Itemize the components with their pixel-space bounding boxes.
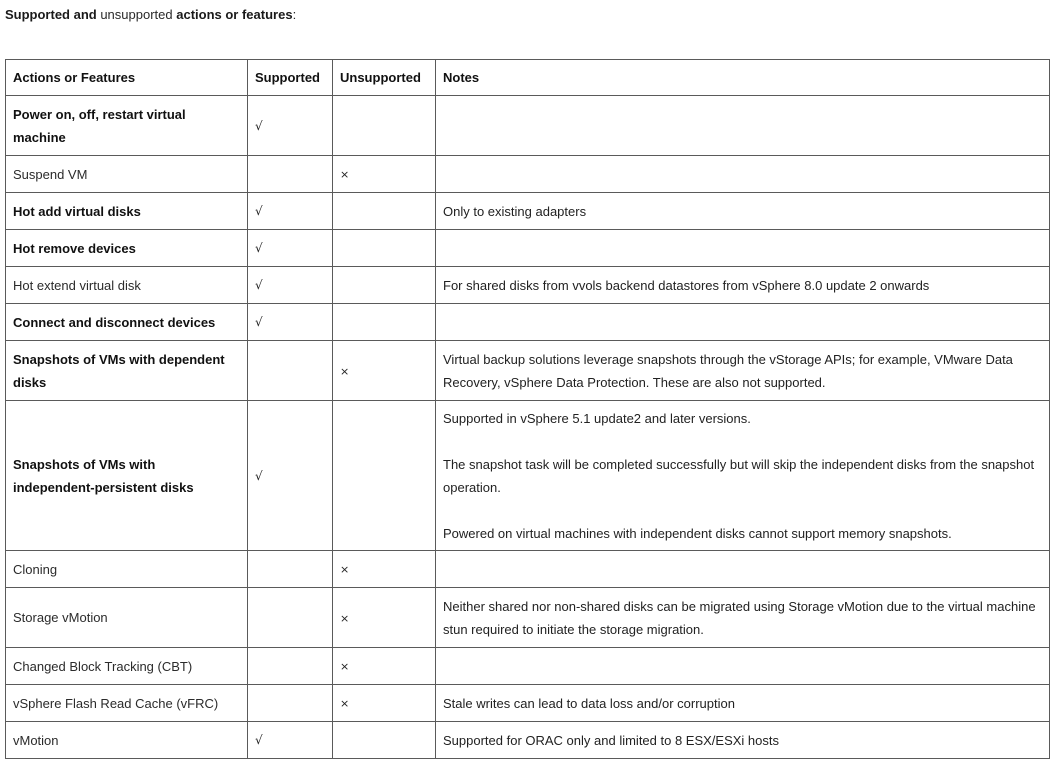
intro-part-supported-and: Supported and (5, 7, 97, 22)
feature-cell: Storage vMotion (6, 588, 248, 648)
cross-icon: × (340, 697, 350, 710)
supported-cell (248, 551, 333, 588)
cross-icon: × (340, 660, 350, 673)
notes-cell (436, 304, 1050, 341)
header-supported: Supported (248, 60, 333, 96)
feature-cell: vMotion (6, 722, 248, 759)
table-row (6, 230, 1050, 267)
notes-cell (436, 193, 1050, 230)
supported-cell (248, 401, 333, 551)
note-text: Only to existing adapters (443, 203, 587, 219)
header-unsupported: Unsupported (333, 60, 436, 96)
table-row (6, 156, 1050, 193)
intro-part-unsupported: unsupported (96, 7, 173, 22)
supported-cell (248, 341, 333, 401)
note-text: Supported in vSphere 5.1 update2 and later versions. (443, 410, 751, 426)
table-row (6, 341, 1050, 401)
supported-cell (248, 722, 333, 759)
note-text: Supported for ORAC only and limited to 8 ESX/ESXi hosts (443, 732, 780, 748)
table-row (6, 267, 1050, 304)
header-notes: Notes (436, 60, 1050, 96)
note-text: The snapshot task will be completed successfully but will skip the independent disks from the snapshot operation. (443, 456, 1035, 495)
table-row (6, 96, 1050, 156)
notes-cell (436, 685, 1050, 722)
intro-heading (5, 7, 296, 23)
supported-cell (248, 267, 333, 304)
feature-cell: Snapshots of VMs with independent-persistent disks (6, 401, 248, 551)
feature-cell: Connect and disconnect devices (6, 304, 248, 341)
unsupported-cell (333, 588, 436, 648)
notes-cell (436, 648, 1050, 685)
unsupported-cell (333, 96, 436, 156)
supported-cell (248, 193, 333, 230)
intro-part-colon: : (292, 7, 297, 22)
checkmark-icon: √ (255, 241, 263, 255)
checkmark-icon: √ (255, 468, 263, 483)
supported-cell (248, 588, 333, 648)
feature-cell: Cloning (6, 551, 248, 588)
supported-cell (248, 685, 333, 722)
notes-cell (436, 156, 1050, 193)
cross-icon: × (340, 168, 350, 181)
unsupported-cell (333, 722, 436, 759)
feature-cell: Power on, off, restart virtual machine (6, 96, 248, 156)
cross-icon: × (340, 611, 350, 625)
checkmark-icon: √ (255, 204, 263, 218)
notes-cell (436, 401, 1050, 551)
checkmark-icon: √ (255, 733, 263, 747)
supported-cell (248, 648, 333, 685)
notes-cell (436, 722, 1050, 759)
notes-cell (436, 96, 1050, 156)
supported-cell (248, 156, 333, 193)
table-row (6, 648, 1050, 685)
notes-cell (436, 551, 1050, 588)
features-table (5, 59, 1050, 759)
feature-cell: Suspend VM (6, 156, 248, 193)
table-row (6, 193, 1050, 230)
unsupported-cell (333, 156, 436, 193)
unsupported-cell (333, 401, 436, 551)
note-text: Neither shared nor non-shared disks can be migrated using Storage vMotion due to the virtual machine stun required to initiate the storage migration. (443, 598, 1036, 637)
table-row (6, 551, 1050, 588)
supported-cell (248, 96, 333, 156)
notes-cell (436, 341, 1050, 401)
notes-cell (436, 267, 1050, 304)
supported-cell (248, 230, 333, 267)
table-header-row (6, 60, 1050, 96)
supported-cell (248, 304, 333, 341)
note-text: Powered on virtual machines with independent disks cannot support memory snapshots. (443, 525, 952, 541)
unsupported-cell (333, 304, 436, 341)
unsupported-cell (333, 193, 436, 230)
feature-cell: vSphere Flash Read Cache (vFRC) (6, 685, 248, 722)
checkmark-icon: √ (255, 118, 263, 133)
table-row (6, 685, 1050, 722)
unsupported-cell (333, 267, 436, 304)
unsupported-cell (333, 685, 436, 722)
note-text: Virtual backup solutions leverage snapshots through the vStorage APIs; for example, VMware Data Recovery, vSphere Data Protection. These are also not supported. (443, 351, 1013, 390)
checkmark-icon: √ (255, 278, 263, 292)
cross-icon: × (340, 563, 350, 576)
table-row (6, 401, 1050, 551)
feature-cell: Changed Block Tracking (CBT) (6, 648, 248, 685)
notes-cell (436, 588, 1050, 648)
unsupported-cell (333, 341, 436, 401)
feature-cell: Hot remove devices (6, 230, 248, 267)
feature-cell: Snapshots of VMs with dependent disks (6, 341, 248, 401)
notes-cell (436, 230, 1050, 267)
feature-cell: Hot extend virtual disk (6, 267, 248, 304)
table-row (6, 722, 1050, 759)
note-text: Stale writes can lead to data loss and/or corruption (443, 695, 735, 711)
table-row (6, 588, 1050, 648)
checkmark-icon: √ (255, 315, 263, 329)
feature-cell: Hot add virtual disks (6, 193, 248, 230)
unsupported-cell (333, 648, 436, 685)
header-actions-or-features: Actions or Features (6, 60, 248, 96)
intro-part-actions: actions or features (172, 7, 293, 22)
cross-icon: × (340, 364, 350, 378)
table-row (6, 304, 1050, 341)
unsupported-cell (333, 551, 436, 588)
unsupported-cell (333, 230, 436, 267)
note-text: For shared disks from vvols backend datastores from vSphere 8.0 update 2 onwards (443, 277, 930, 293)
